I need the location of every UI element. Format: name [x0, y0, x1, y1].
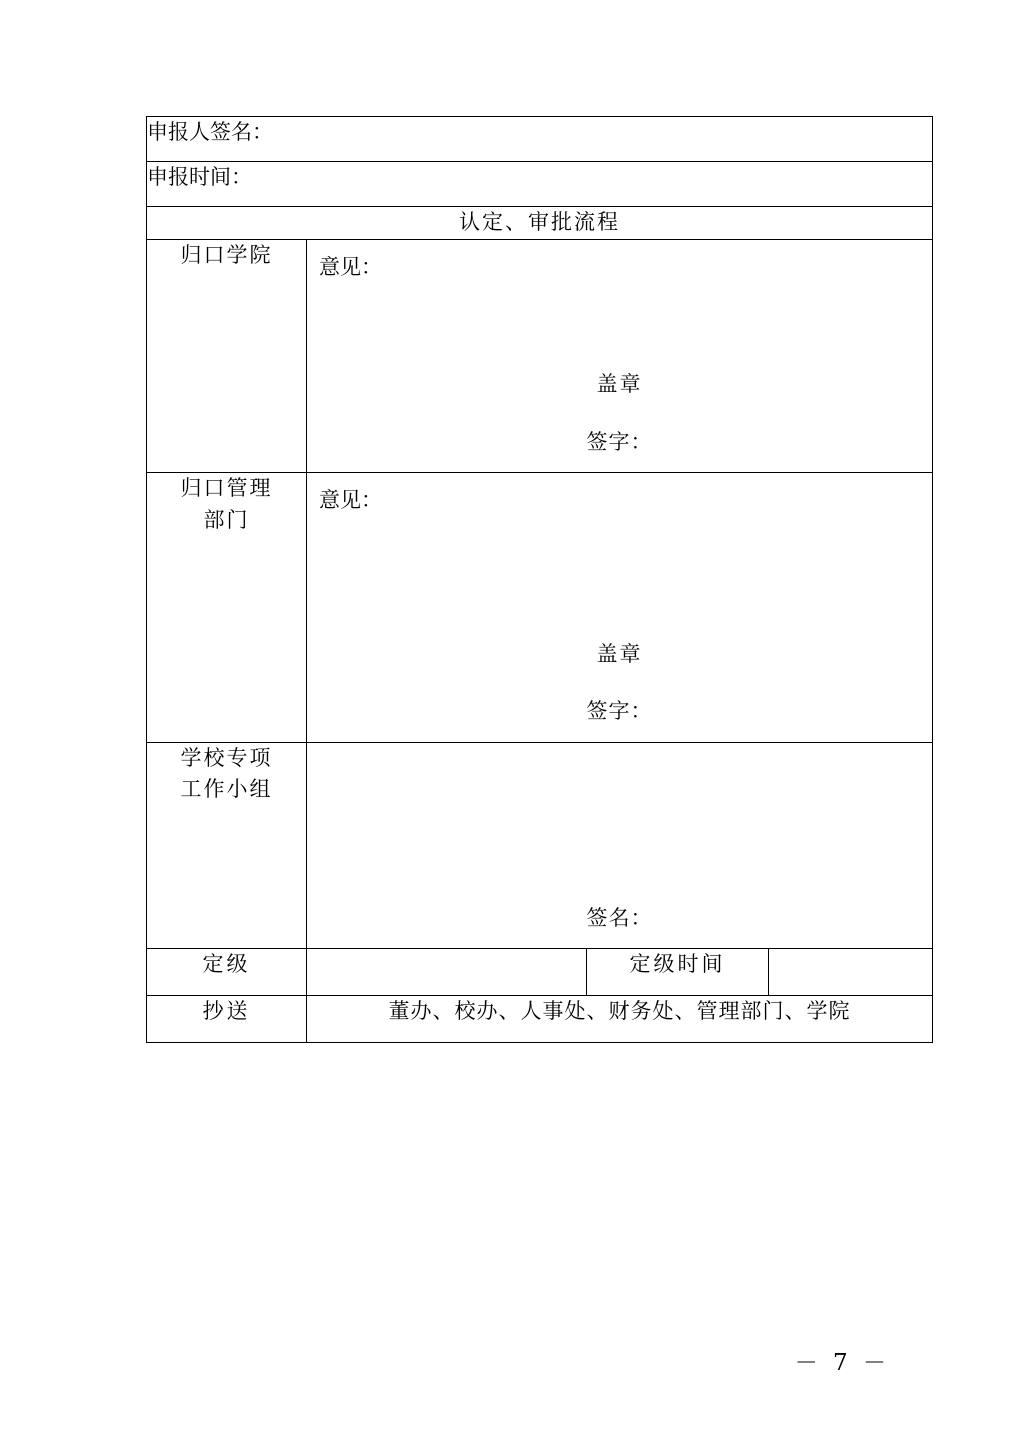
application-date-label: 申报时间： — [147, 165, 252, 189]
grade-label — [147, 949, 307, 996]
spacer — [307, 728, 932, 742]
college-stamp-label: 盖章 — [596, 372, 643, 396]
page-number: － 7 － — [794, 1350, 890, 1376]
spacer — [307, 670, 932, 696]
section-label-text-line1: 学校专项 — [180, 745, 273, 770]
spacer — [307, 401, 932, 427]
spacer — [307, 829, 932, 903]
table-row — [147, 742, 933, 949]
cc-value-cell — [307, 996, 933, 1043]
department-opinion-label: 意见： — [319, 488, 382, 512]
taskforce-opinion-cell[interactable] — [307, 742, 933, 949]
section-label-text: 归口学院 — [180, 242, 273, 267]
grade-date-label — [587, 949, 769, 996]
section-label-text-line2: 部门 — [203, 507, 250, 532]
applicant-signature-cell[interactable] — [147, 117, 933, 162]
college-opinion-cell[interactable] — [307, 239, 933, 473]
table-row — [147, 117, 933, 162]
table-row — [147, 996, 933, 1043]
college-signature-label: 签字： — [586, 429, 653, 454]
section-label-college — [147, 239, 307, 473]
table-row — [147, 207, 933, 240]
grade-date-label-text: 定级时间 — [629, 952, 726, 976]
application-date-cell[interactable] — [147, 162, 933, 207]
cc-label-text: 抄送 — [202, 999, 251, 1023]
table-row — [147, 239, 933, 473]
section-label-department — [147, 473, 307, 743]
table-row — [147, 473, 933, 743]
department-opinion-cell[interactable] — [307, 473, 933, 743]
applicant-signature-label: 申报人签名： — [147, 120, 273, 144]
process-title-cell — [147, 207, 933, 240]
taskforce-signature-label: 签名： — [586, 905, 653, 930]
table-row — [147, 162, 933, 207]
department-signature-label: 签字： — [586, 699, 653, 723]
grade-date-value-cell[interactable] — [769, 949, 933, 996]
cc-label — [147, 996, 307, 1043]
section-label-taskforce — [147, 742, 307, 949]
section-label-text-line1: 归口管理 — [180, 476, 273, 500]
spacer — [307, 743, 932, 829]
college-opinion-label: 意见： — [319, 254, 382, 279]
approval-form-table — [146, 116, 933, 1043]
department-stamp-label: 盖章 — [596, 641, 643, 666]
grade-label-text: 定级 — [202, 952, 251, 976]
spacer — [307, 934, 932, 948]
spacer — [307, 517, 932, 603]
spacer — [307, 283, 932, 369]
section-label-text-line2: 工作小组 — [180, 777, 273, 801]
spacer — [307, 458, 932, 472]
process-title: 认定、审批流程 — [459, 210, 620, 234]
approval-form — [146, 116, 932, 1043]
grade-value-cell[interactable] — [307, 949, 587, 996]
spacer — [307, 603, 932, 639]
cc-value-text: 董办、校办、人事处、财务处、管理部门、学院 — [388, 999, 851, 1023]
table-row — [147, 949, 933, 996]
